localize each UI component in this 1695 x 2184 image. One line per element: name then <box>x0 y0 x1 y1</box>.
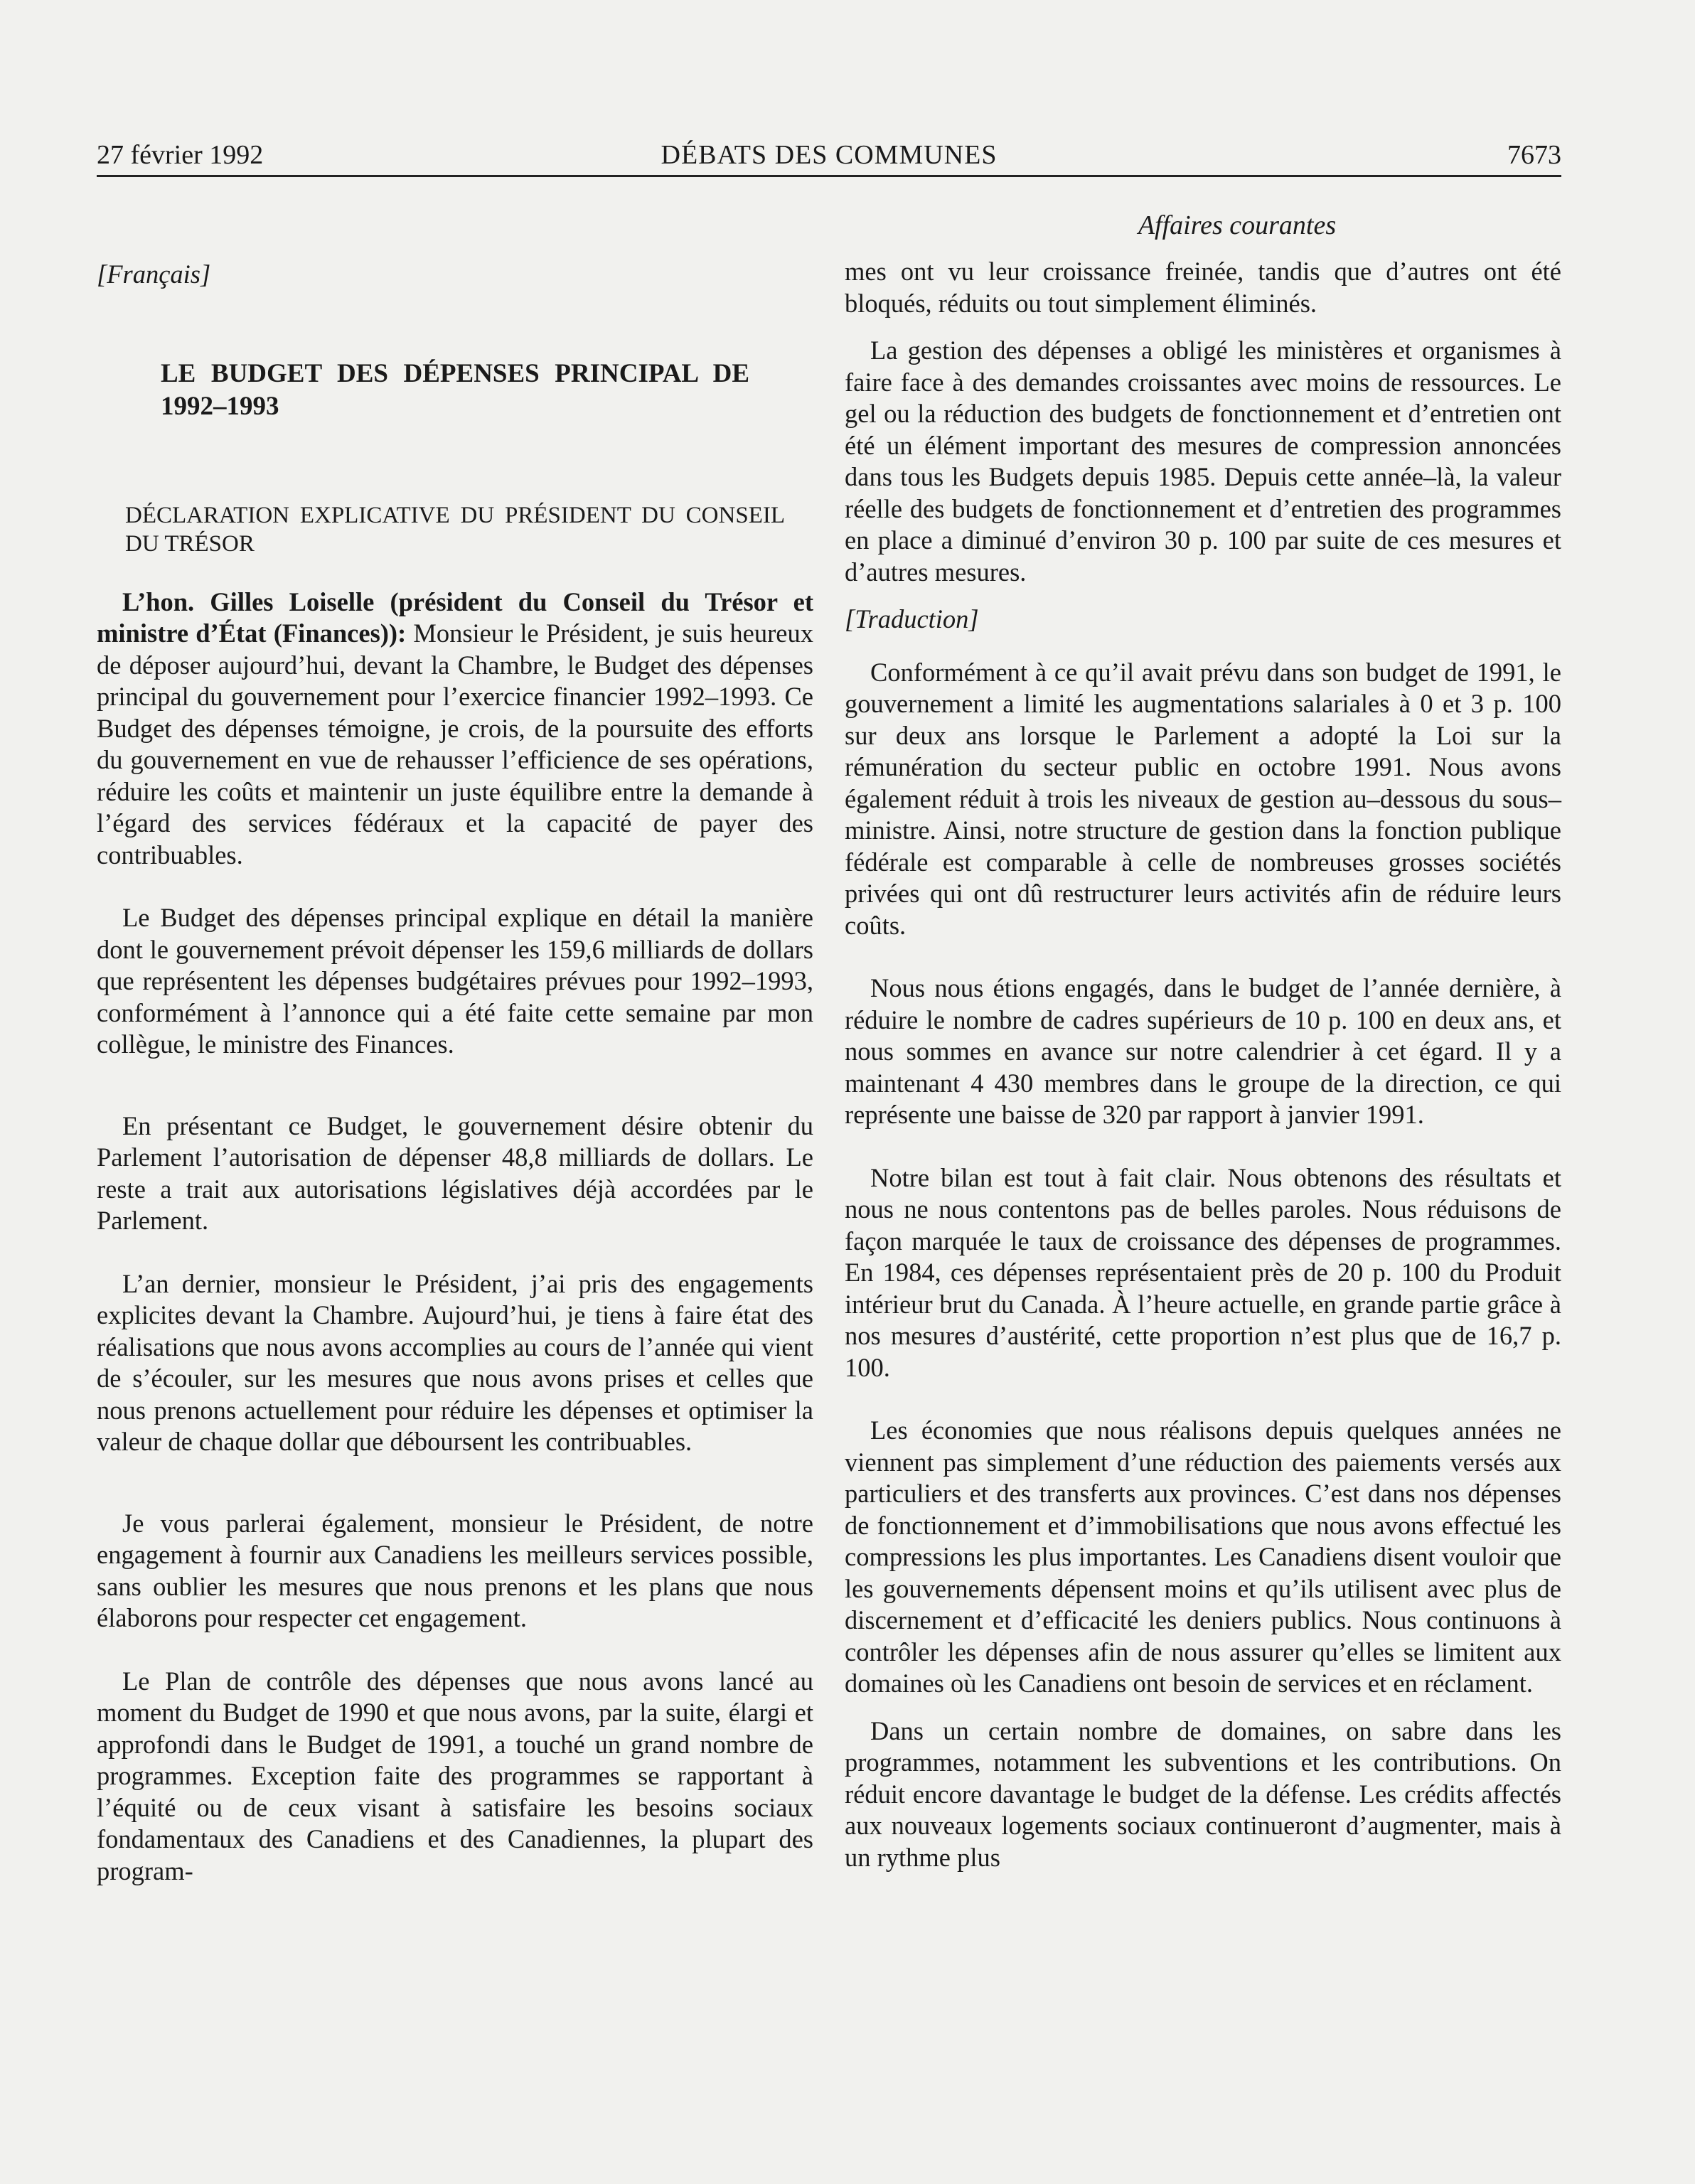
language-tag: [Français] <box>97 259 211 289</box>
paragraph: Le Plan de contrôle des dépenses que nous avons lancé au moment du Budget de 1990 et que nous avons, par la suite, élargi et approfondi dans le Budget de 1991, a touché un grand nombre de programmes. Exception faite des programmes se rapportant à l’équité ou de ceux visant à satisfaire les besoins sociaux fondamentaux des Canadiens et des Canadiennes, la plupart des program- <box>97 1666 813 1885</box>
speech-opening <box>97 587 813 872</box>
header-rule <box>97 175 1561 177</box>
paragraph: L’an dernier, monsieur le Président, j’ai pris des engagements explicites devant la Chambre. Aujourd’hui, je tiens à faire état des réalisations que nous avons accomplies au cours de l’année qui vient de s’écouler, sur les mesures que nous avons prises et celles que nous prenons actuellement pour réduire les dépenses et optimiser la valeur de chaque dollar que déboursent les contribuables. <box>97 1268 813 1456</box>
section-label: Affaires courantes <box>1138 210 1337 240</box>
continuation-paragraph: mes ont vu leur croissance freinée, tandis que d’autres ont été bloqués, réduits ou tout simplement éliminés. <box>845 257 1561 318</box>
speech-intro: Monsieur le Président, je suis heureux de déposer aujourd’hui, devant la Chambre, le Budget des dépenses principal du gouvernement pour l’exercice financier 1992–1993. Ce Budget des dépenses témoigne, je crois, de la poursuite des efforts du gouvernement en vue de rehausser l’efficience de ses opérations, réduire les coûts et maintenir un juste équilibre entre la demande à l’égard des services fédéraux et la capacité de payer des contribuables. <box>97 619 813 869</box>
article-subheading: DÉCLARATION EXPLICATIVE DU PRÉSIDENT DU CONSEIL DU TRÉSOR <box>125 502 785 557</box>
paragraph: Dans un certain nombre de domaines, on sabre dans les programmes, notamment les subventions et les contributions. On réduit encore davantage le budget de la défense. Les crédits affectés aux nouveaux logements sociaux continueront d’augmenter, mais à un rythme plus <box>845 1715 1561 1872</box>
paragraph: Les économies que nous réalisons depuis quelques années ne viennent pas simplement d’une réduction des paiements versés aux particuliers et des transferts aux provinces. C’est dans nos dépenses de fonctionnement et d’immobilisations que nous avons effectué les compressions les plus importantes. Les Canadiens disent vouloir que les gouvernements dépensent moins et qu’ils utilisent avec plus de discernement et d’efficacité les deniers publics. Nous continuons à contrôler les dépenses afin de nous assurer qu’elles se limitent aux domaines où les Canadiens ont besoin de services et en réclament. <box>845 1415 1561 1698</box>
paragraph: Le Budget des dépenses principal explique en détail la manière dont le gouvernement prévoit dépenser les 159,6 milliards de dollars que représentent les dépenses budgétaires prévues pour 1992–1993, conformément à l’annonce qui a été faite cette semaine par mon collègue, le ministre des Finances. <box>97 903 813 1059</box>
header-date: 27 février 1992 <box>97 140 264 170</box>
paragraph: La gestion des dépenses a obligé les ministères et organismes à faire face à des demandes croissantes avec moins de ressources. Le gel ou la réduction des budgets de fonctionnement et d’entretien ont été un élément important des mesures de compression annoncées dans tous les Budgets depuis 1985. Depuis cette année–là, la valeur réelle des budgets de fonctionnement et d’entretien des programmes en place a diminué d’environ 30 p. 100 par suite de ces mesures et d’autres mesures. <box>845 336 1561 587</box>
paragraph: Notre bilan est tout à fait clair. Nous obtenons des résultats et nous ne nous contentons pas de belles paroles. Nous réduisons de façon marquée le taux de croissance des dépenses de programmes. En 1984, ces dépenses représentaient près de 20 p. 100 du Produit intérieur brut du Canada. À l’heure actuelle, en grande partie grâce à nos mesures d’austérité, cette proportion n’est plus que de 16,7 p. 100. <box>845 1162 1561 1382</box>
page-number: 7673 <box>1507 140 1561 170</box>
left-column <box>97 256 813 1887</box>
paragraph: En présentant ce Budget, le gouvernement désire obtenir du Parlement l’autorisation de dépenser 48,8 milliards de dollars. Le reste a trait aux autorisations législatives déjà accordées par le Parlement. <box>97 1110 813 1235</box>
page-header <box>97 134 1561 176</box>
paragraph: Nous nous étions engagés, dans le budget de l’année dernière, à réduire le nombre de cadres supérieurs de 10 p. 100 en deux ans, et nous sommes en avance sur notre calendrier à cet égard. Il y a maintenant 4 430 membres dans le groupe de la direction, ce qui représente une baisse de 320 par rapport à janvier 1991. <box>845 973 1561 1129</box>
paragraph: Je vous parlerai également, monsieur le Président, de notre engagement à fournir aux Canadiens les meilleurs services possible, sans oublier les mesures que nous prenons et les plans que nous élaborons pour respecter cet engagement. <box>97 1508 813 1632</box>
paragraph: Conformément à ce qu’il avait prévu dans son budget de 1991, le gouvernement a limité les augmentations salariales à 0 et 3 p. 100 sur deux ans lorsque le Parlement a adopté la Loi sur la rémunération du secteur public en octobre 1991. Nous avons également réduit à trois les niveaux de gestion au–dessous du sous–ministre. Ainsi, notre structure de gestion dans la fonction publique fédérale est comparable à celle de nombreuses grosses sociétés privées qui ont dû restructurer leurs activités afin de réduire leurs coûts. <box>845 657 1561 940</box>
right-column <box>845 256 1561 1873</box>
article-heading: LE BUDGET DES DÉPENSES PRINCIPAL DE 1992–1993 <box>161 358 749 421</box>
speaker-name: L’hon. Gilles Loiselle (président du Conseil du Trésor et ministre d’État (Finances)): <box>97 587 813 648</box>
language-tag: [Traduction] <box>845 604 979 633</box>
header-title: DÉBATS DES COMMUNES <box>661 140 998 170</box>
